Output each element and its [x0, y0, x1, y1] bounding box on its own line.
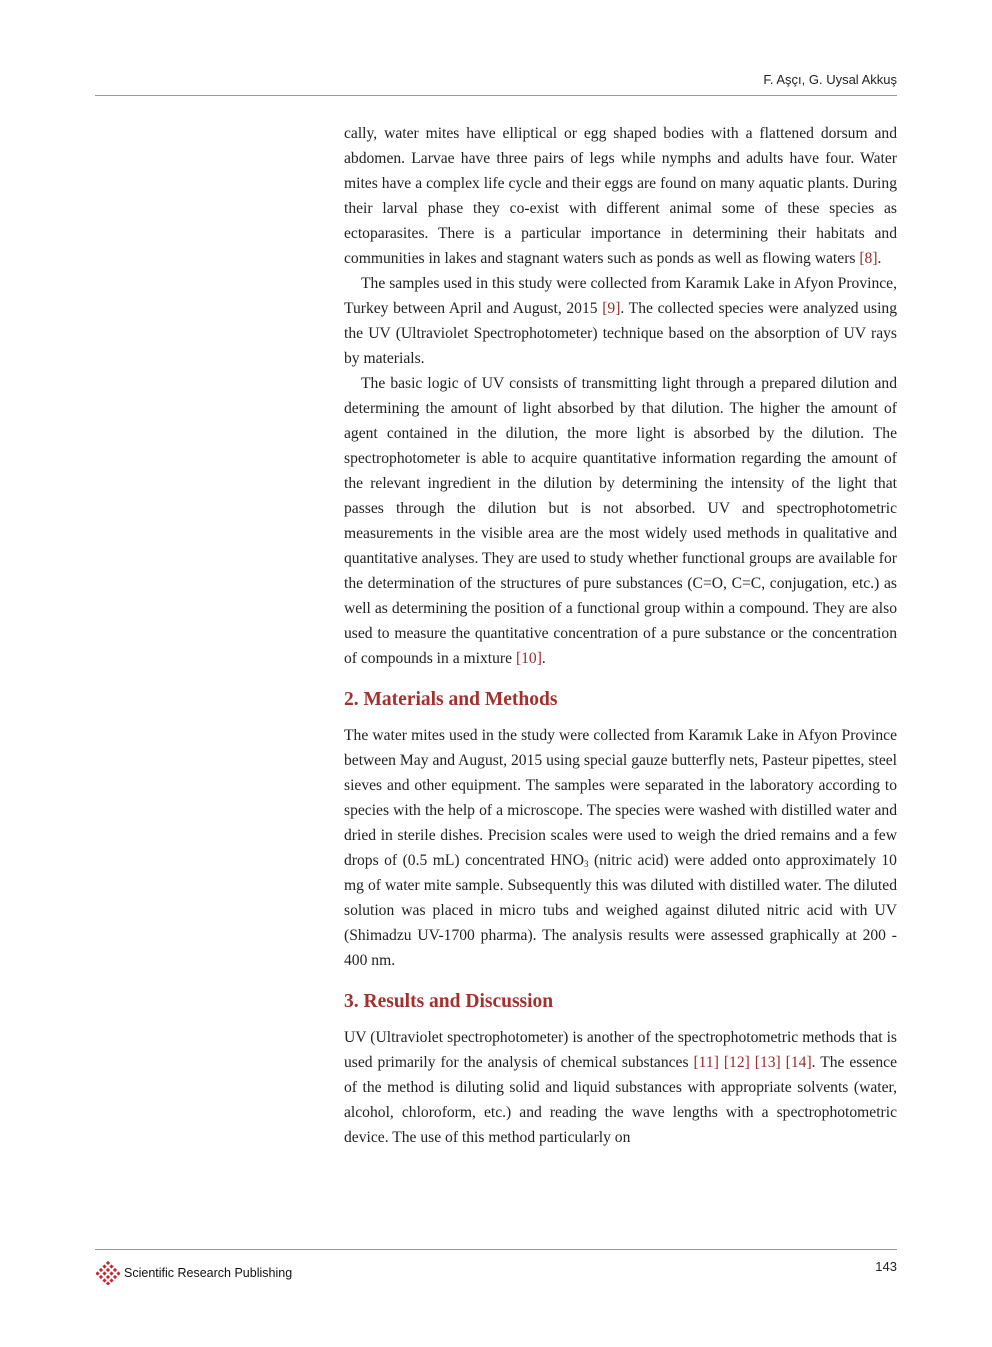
paragraph-end: . The collected species were analyzed using the UV (Ultraviolet Spectrophotometer) technique based on the absorption of UV rays by materials.: [344, 300, 897, 367]
header-divider: [95, 95, 897, 96]
paragraph-text: The basic logic of UV consists of transmitting light through a prepared dilution and determining the amount of light absorbed by that dilution. The higher the amount of agent contained in the dilution, the more light is absorbed by the dilution. The spectrophotometer is able to acquire quantitative information regarding the amount of the relevant ingredient in the dilution by determining the intensity of the light that passes through the dilution but is not absorbed. UV and spectrophotometric measurements in the visible area are the most widely used methods in qualitative and quantitative analyses. They are used to study whether functional groups are available for the determination of the structures of pure substances (C=O, C=C, conjugation, etc.) as well as determining the position of a functional group within a compound. They are also used to measure the quantitative concentration of a pure substance or the concentration of compounds in a mixture: [344, 375, 897, 667]
citation-link[interactable]: [9]: [602, 300, 621, 317]
section-heading-materials-methods: 2. Materials and Methods: [344, 689, 558, 710]
paragraph-intro-continuation: [344, 121, 897, 271]
paragraph-text: UV (Ultraviolet spectrophotometer) is another of the spectrophotometric methods that is used primarily for the analysis of chemical substances: [344, 1029, 897, 1071]
paragraph-text: cally, water mites have elliptical or egg shaped bodies with a flattened dorsum and abdomen. Larvae have three pairs of legs while nymphs and adults have four. Water mites have a complex life cycle and their eggs are found on many aquatic plants. During their larval phase they co-exist with different animal some of these species as ectoparasites. There is a particular importance in determining their habitats and communities in lakes and stagnant waters such as ponds as well as flowing waters: [344, 125, 897, 267]
paragraph-text: (nitric acid) were added onto approximately 10 mg of water mite sample. Subsequently this was diluted with distilled water. The diluted solution was placed in micro tubs and weighed against diluted nitric acid with UV (Shimadzu UV-1700 pharma). The analysis results were assessed graphically at 200 - 400 nm.: [344, 852, 897, 969]
paragraph-materials-methods: [344, 723, 897, 973]
citation-link[interactable]: [11]: [693, 1054, 719, 1071]
citation-link[interactable]: [10]: [515, 650, 542, 667]
publisher-logo-icon: [96, 1261, 120, 1285]
page-number: 143: [875, 1259, 897, 1274]
section-heading-results-discussion: 3. Results and Discussion: [344, 991, 554, 1012]
paragraph-uv-logic: [344, 371, 897, 671]
subscript: 3: [583, 859, 589, 869]
paragraph-text: . The essence of the method is diluting solid and liquid substances with appropriate solvents (water, alcohol, chloroform, etc.) and reading the wave lengths with a spectrophotometric device. The use of this method particularly on: [344, 1054, 897, 1146]
publisher-name: Scientific Research Publishing: [124, 1266, 293, 1280]
paragraph-samples: [344, 271, 897, 371]
citation-link[interactable]: [12]: [723, 1054, 750, 1071]
paragraph-text: The water mites used in the study were collected from Karamık Lake in Afyon Province between May and August, 2015 using special gauze butterfly nets, Pasteur pipettes, steel sieves and other equipment. The samples were separated in the laboratory according to species with the help of a microscope. The species were washed with distilled water and dried in sterile dishes. Precision scales were used to weigh the dried remains and a few drops of (0.5 mL) concentrated HNO: [344, 727, 897, 869]
paragraph-end: .: [877, 250, 882, 267]
citation-link[interactable]: [8]: [859, 250, 878, 267]
citation-link[interactable]: [13]: [754, 1054, 781, 1071]
paragraph-text: The samples used in this study were collected from Karamık Lake in Afyon Province, Turkey between April and August, 2015: [344, 275, 897, 317]
citation-link[interactable]: [14]: [785, 1054, 812, 1071]
paragraph-end: .: [541, 650, 546, 667]
publisher-logo: [96, 1261, 292, 1285]
running-header-authors: F. Aşçı, G. Uysal Akkuş: [763, 72, 897, 87]
paragraph-results: [344, 1025, 897, 1150]
body-text: [344, 121, 897, 1150]
footer-divider: [95, 1249, 897, 1250]
